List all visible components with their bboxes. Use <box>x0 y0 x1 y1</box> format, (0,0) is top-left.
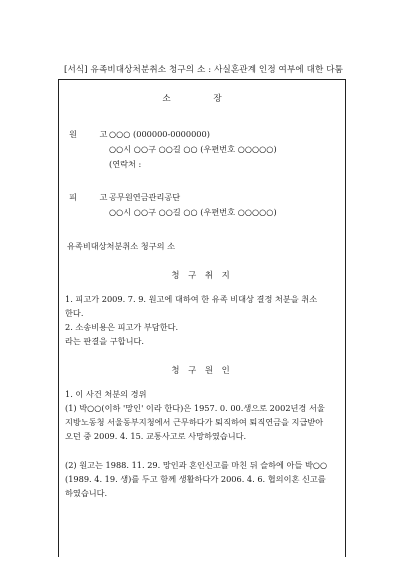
cause-line: 지방노동청 서울동부지청에서 근무하다가 퇴직하여 퇴직연금을 지급받아 <box>65 417 324 427</box>
defendant-address: ○○시 ○○구 ○○길 ○○ (우편번호 ○○○○○) <box>109 207 277 217</box>
plaintiff-label: 원 고 <box>69 129 118 139</box>
claim-line: 한다. <box>65 308 84 318</box>
plaintiff-name: ○○○ (000000-0000000) <box>109 129 210 139</box>
cause-line: 1. 이 사건 처분의 경위 <box>65 389 147 399</box>
document-frame <box>58 79 346 557</box>
cause-line: (1) 박○○(이하 '망인' 이라 한다)은 1957. 0. 00.생으로 2002년경 서울 <box>65 403 325 413</box>
claim-line: 2. 소송비용은 피고가 부담한다. <box>65 322 179 332</box>
header-caption: [서식] 유족비대상처분취소 청구의 소 : 사실혼관계 인정 여부에 대한 다툼 <box>64 65 344 75</box>
cause-section-title: 청 구 원 인 <box>171 365 233 375</box>
claim-line: 1. 피고가 2009. 7. 9. 원고에 대하여 한 유족 비대상 결정 처분을 취소 <box>65 294 318 304</box>
claim-section-title: 청 구 취 지 <box>171 270 233 280</box>
plaintiff-contact: (연락처 : <box>109 159 142 169</box>
case-name: 유족비대상처분취소 청구의 소 <box>67 241 176 251</box>
defendant-name: 공무원연금관리공단 <box>109 192 181 202</box>
cause-line: 오던 중 2009. 4. 15. 교통사고로 사망하였습니다. <box>65 431 247 441</box>
claim-line: 라는 판결을 구합니다. <box>65 336 144 346</box>
doc-title: 소 장 <box>162 94 242 104</box>
cause-line: (2) 원고는 1988. 11. 29. 망인과 혼인신고를 마친 뒤 슬하에 아들 박○○ <box>65 460 328 470</box>
cause-line: 하였습니다. <box>65 488 108 498</box>
cause-line: (1989. 4. 19. 생)를 두고 함께 생활하다가 2006. 4. 6. 협의이혼 신고를 <box>65 474 326 484</box>
defendant-label: 피 고 <box>69 192 118 202</box>
plaintiff-address: ○○시 ○○구 ○○길 ○○ (우편번호 ○○○○○) <box>109 144 277 154</box>
